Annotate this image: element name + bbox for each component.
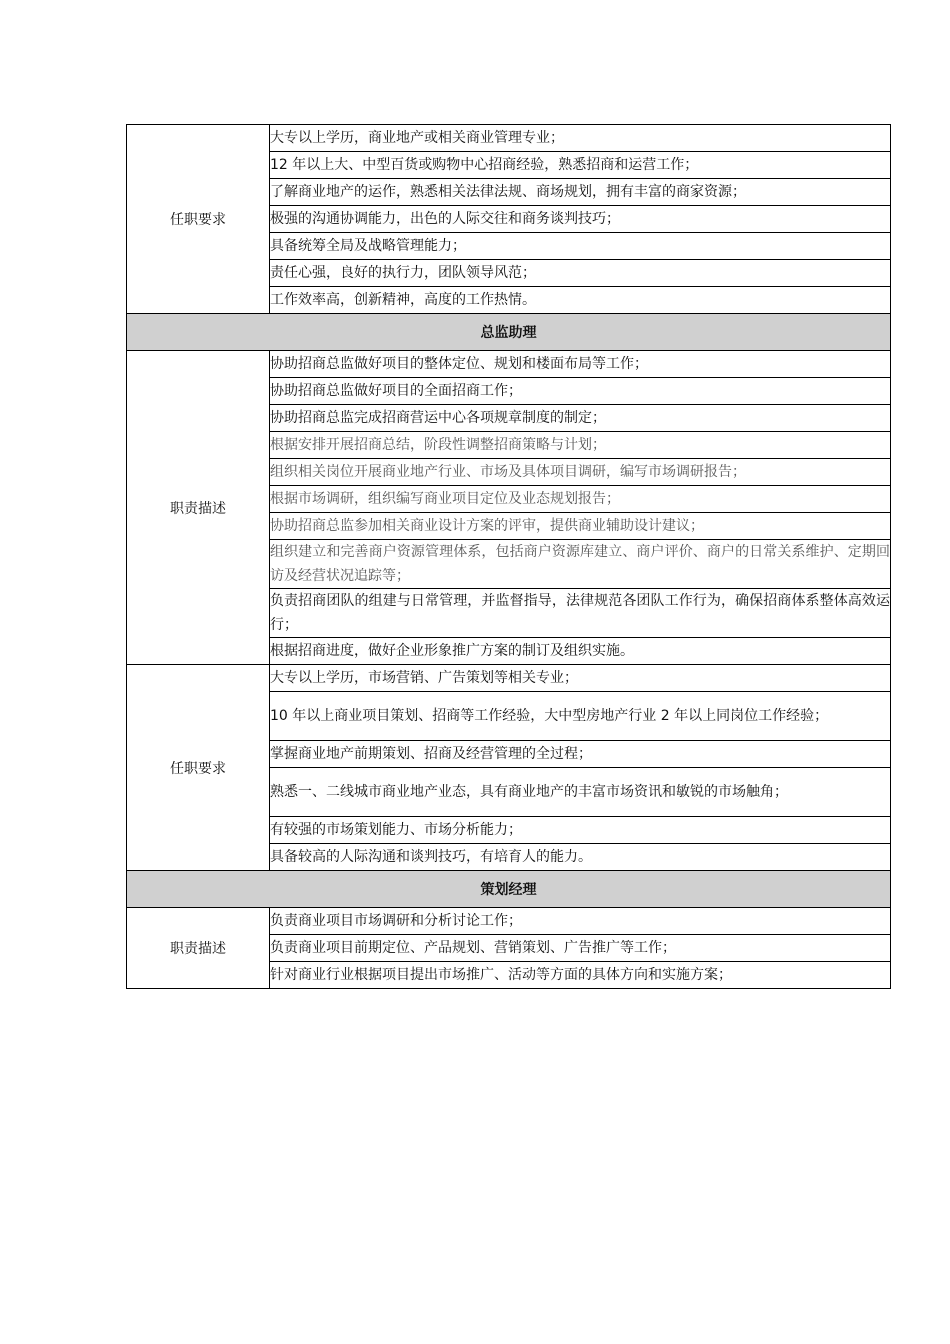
list-item: 根据安排开展招商总结，阶段性调整招商策略与计划；: [270, 432, 891, 459]
section-title: 总监助理: [127, 314, 891, 351]
row-label: 职责描述: [127, 351, 270, 665]
section-title: 策划经理: [127, 871, 891, 908]
row-label: 任职要求: [127, 665, 270, 871]
list-item: 掌握商业地产前期策划、招商及经营管理的全过程；: [270, 741, 891, 768]
list-item: 工作效率高，创新精神，高度的工作热情。: [270, 287, 891, 314]
list-item: 具备统筹全局及战略管理能力；: [270, 233, 891, 260]
list-item: 协助招商总监完成招商营运中心各项规章制度的制定；: [270, 405, 891, 432]
row-label: 职责描述: [127, 908, 270, 989]
list-item: 10 年以上商业项目策划、招商等工作经验，大中型房地产行业 2 年以上同岗位工作经验；: [270, 692, 891, 741]
row-label: 任职要求: [127, 125, 270, 314]
list-item: 熟悉一、二线城市商业地产业态，具有商业地产的丰富市场资讯和敏锐的市场触角；: [270, 768, 891, 817]
table-row: [127, 665, 891, 692]
list-item: 12 年以上大、中型百货或购物中心招商经验，熟悉招商和运营工作；: [270, 152, 891, 179]
list-item: 有较强的市场策划能力、市场分析能力；: [270, 817, 891, 844]
table-row: [127, 908, 891, 935]
list-item: 负责招商团队的组建与日常管理，并监督指导，法律规范各团队工作行为，确保招商体系整体高效运行；: [270, 589, 891, 638]
list-item: 协助招商总监做好项目的全面招商工作；: [270, 378, 891, 405]
list-item: 责任心强，良好的执行力，团队领导风范；: [270, 260, 891, 287]
table-row: [127, 125, 891, 152]
list-item: 针对商业行业根据项目提出市场推广、活动等方面的具体方向和实施方案；: [270, 962, 891, 989]
list-item: 大专以上学历，市场营销、广告策划等相关专业；: [270, 665, 891, 692]
list-item: 负责商业项目市场调研和分析讨论工作；: [270, 908, 891, 935]
list-item: 协助招商总监做好项目的整体定位、规划和楼面布局等工作；: [270, 351, 891, 378]
table-row: [127, 351, 891, 378]
section-header: [127, 871, 891, 908]
list-item: 协助招商总监参加相关商业设计方案的评审，提供商业辅助设计建议；: [270, 513, 891, 540]
job-description-table: [126, 124, 891, 989]
list-item: 具备较高的人际沟通和谈判技巧，有培育人的能力。: [270, 844, 891, 871]
list-item: 大专以上学历，商业地产或相关商业管理专业；: [270, 125, 891, 152]
list-item: 组织建立和完善商户资源管理体系，包括商户资源库建立、商户评价、商户的日常关系维护、定期回访及经营状况追踪等；: [270, 540, 891, 589]
list-item: 根据招商进度，做好企业形象推广方案的制订及组织实施。: [270, 638, 891, 665]
list-item: 组织相关岗位开展商业地产行业、市场及具体项目调研，编写市场调研报告；: [270, 459, 891, 486]
list-item: 负责商业项目前期定位、产品规划、营销策划、广告推广等工作；: [270, 935, 891, 962]
list-item: 了解商业地产的运作，熟悉相关法律法规、商场规划，拥有丰富的商家资源；: [270, 179, 891, 206]
list-item: 极强的沟通协调能力，出色的人际交往和商务谈判技巧；: [270, 206, 891, 233]
list-item: 根据市场调研，组织编写商业项目定位及业态规划报告；: [270, 486, 891, 513]
section-header: [127, 314, 891, 351]
